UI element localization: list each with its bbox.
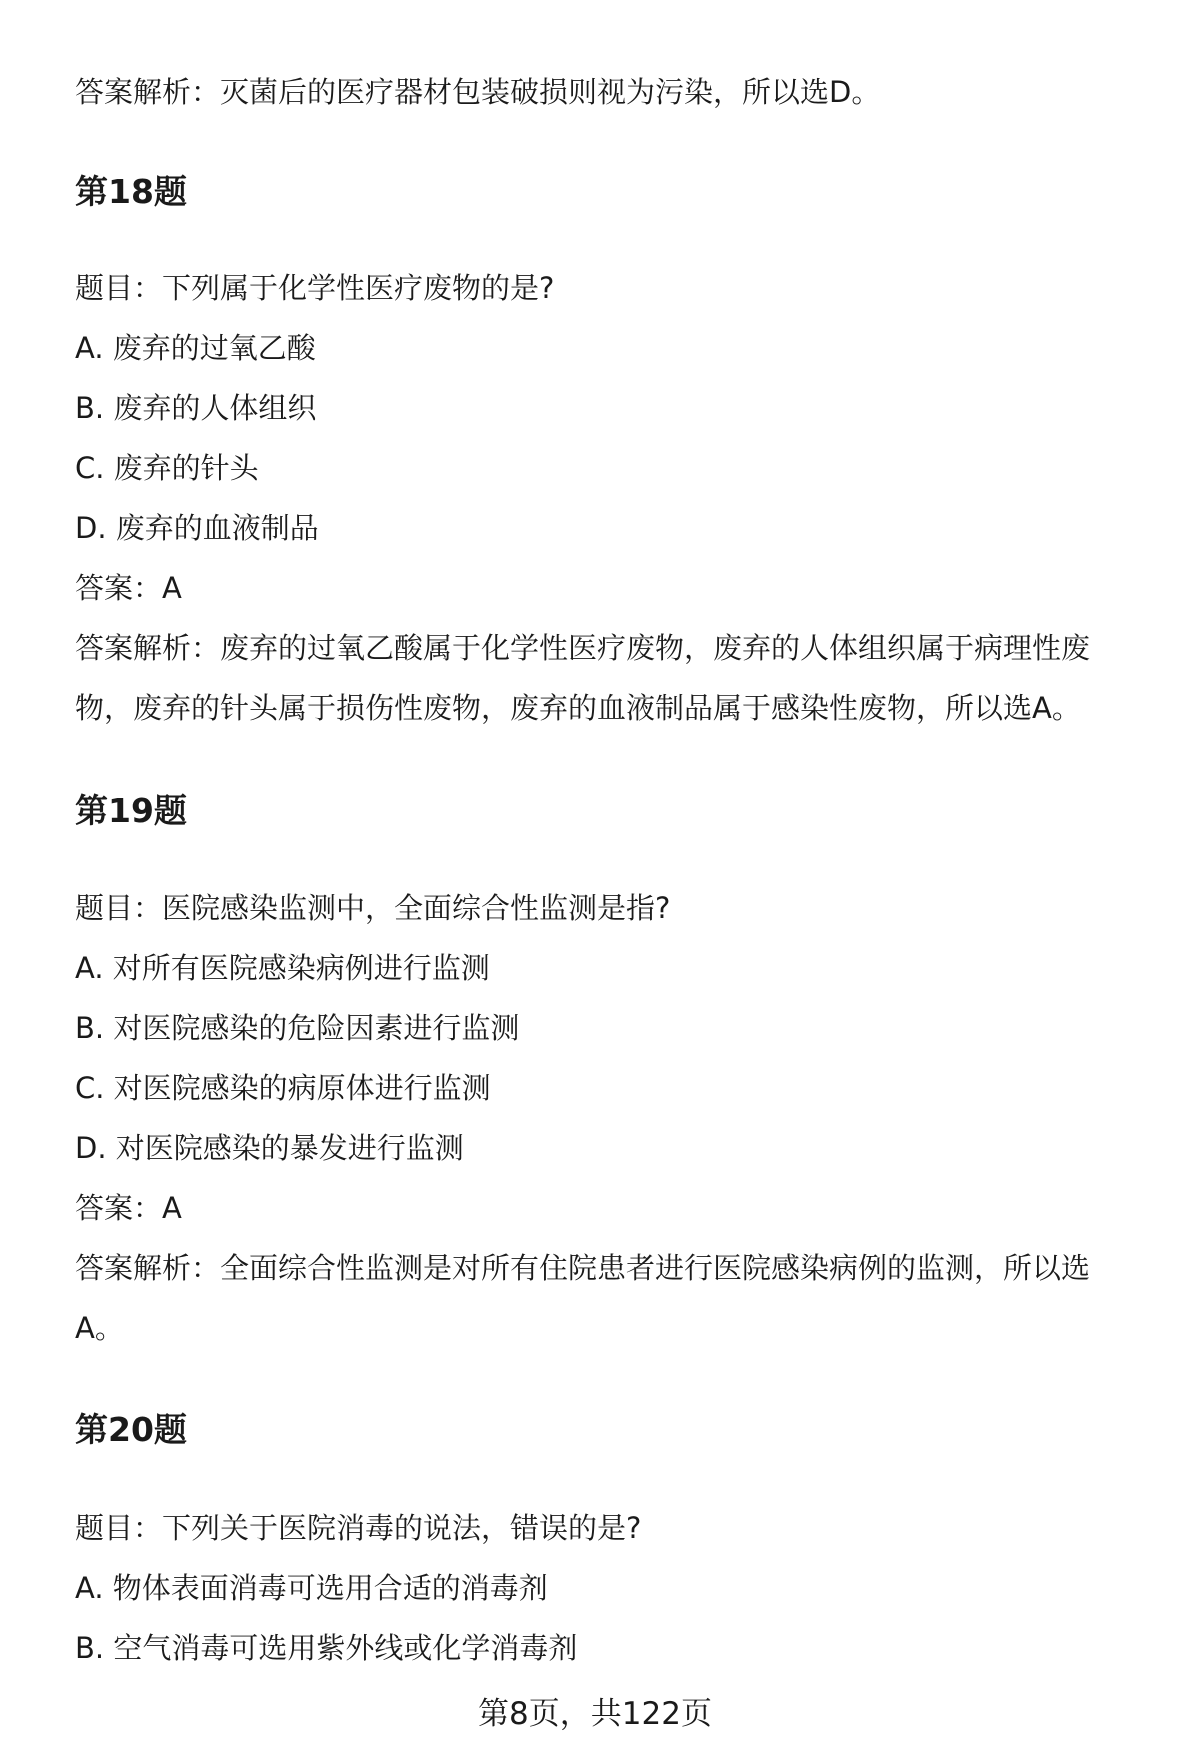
question-18-answer: 答案：A <box>75 571 182 605</box>
question-18-option-c: C. 废弃的针头 <box>75 451 259 485</box>
question-19-stem: 题目：医院感染监测中，全面综合性监测是指? <box>75 891 671 925</box>
question-18-heading: 第18题 <box>75 172 187 211</box>
question-20-option-a: A. 物体表面消毒可选用合适的消毒剂 <box>75 1571 548 1605</box>
question-19-option-b: B. 对医院感染的危险因素进行监测 <box>75 1011 520 1045</box>
question-19-analysis-line-2: A。 <box>75 1311 124 1345</box>
prev-analysis: 答案解析：灭菌后的医疗器材包装破损则视为污染，所以选D。 <box>75 75 881 109</box>
question-18-option-d: D. 废弃的血液制品 <box>75 511 319 545</box>
question-19-heading: 第19题 <box>75 791 187 830</box>
question-18-analysis-line-2: 物，废弃的针头属于损伤性废物，废弃的血液制品属于感染性废物，所以选A。 <box>75 691 1081 725</box>
question-18-option-b: B. 废弃的人体组织 <box>75 391 317 425</box>
question-19-option-c: C. 对医院感染的病原体进行监测 <box>75 1071 491 1105</box>
question-20-heading: 第20题 <box>75 1410 187 1449</box>
question-19-option-a: A. 对所有医院感染病例进行监测 <box>75 951 490 985</box>
question-20-stem: 题目：下列关于医院消毒的说法，错误的是? <box>75 1511 642 1545</box>
question-19-analysis-line-1: 答案解析：全面综合性监测是对所有住院患者进行医院感染病例的监测，所以选 <box>75 1251 1091 1285</box>
question-18-analysis-line-1: 答案解析：废弃的过氧乙酸属于化学性医疗废物，废弃的人体组织属于病理性废 <box>75 631 1091 665</box>
question-19-answer: 答案：A <box>75 1191 182 1225</box>
page-footer: 第8页，共122页 <box>478 1696 712 1732</box>
question-20-option-b: B. 空气消毒可选用紫外线或化学消毒剂 <box>75 1631 578 1665</box>
question-19-option-d: D. 对医院感染的暴发进行监测 <box>75 1131 464 1165</box>
question-18-option-a: A. 废弃的过氧乙酸 <box>75 331 316 365</box>
question-18-stem: 题目：下列属于化学性医疗废物的是? <box>75 271 555 305</box>
